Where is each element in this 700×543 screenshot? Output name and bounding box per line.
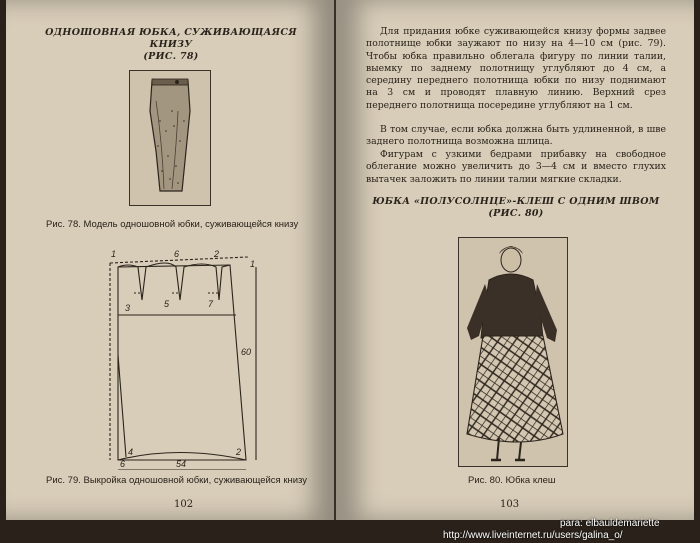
pattern-label-60: 60: [241, 347, 252, 357]
paragraph-1: [366, 26, 666, 112]
pattern-label-4: 4: [128, 447, 134, 457]
pattern-label-7: 7: [208, 299, 214, 309]
left-heading-ref: (РИС. 78): [143, 51, 199, 62]
right-heading-ref: (РИС. 80): [488, 208, 544, 219]
pattern-label-1: 1: [111, 249, 117, 259]
left-page: [6, 0, 336, 520]
paragraph-2: [366, 124, 666, 149]
pattern-label-2-bottom: 2: [236, 447, 242, 457]
left-heading-title: ОДНОШОВНАЯ ЮБКА, СУЖИВАЮЩАЯСЯ КНИЗУ: [45, 27, 297, 50]
figure-78-illustration: [129, 70, 211, 206]
figure-80-illustration: [458, 237, 568, 467]
figure-78-caption: Рис. 78. Модель одношовной юбки, суживающейся книзу: [46, 219, 299, 230]
paragraph-2-text: В том случае, если юбка должна быть удлиненной, в шве заднего полотнища возможна шлица.: [366, 124, 666, 148]
paragraph-3-text: Фигурам с узкими бедрами прибавку на свободное облегание можно увеличить до 3—4 см и вместо глухих вытачек заложить по линии талии мягкие складки.: [366, 149, 666, 185]
paragraph-3: [366, 149, 666, 186]
left-page-number: 102: [174, 499, 194, 510]
flared-skirt-drawing: [459, 238, 567, 466]
figure-79-caption: Рис. 79. Выкройка одношовной юбки, суживающейся книзу: [46, 475, 308, 486]
right-heading-title: ЮБКА «ПОЛУСОЛНЦЕ»-КЛЕШ С ОДНИМ ШВОМ: [372, 196, 660, 207]
watermark-credit: para: elbauldemariette: [560, 518, 660, 529]
pattern-label-54: 54: [176, 459, 187, 469]
right-heading: [356, 196, 676, 220]
watermark-url: http://www.liveinternet.ru/users/galina_o/: [443, 530, 623, 541]
paragraph-1-text: Для придания юбке суживающейся книзу формы задвее полотнище юбки заужают по низу на 4—10 см (рис. 79). Чтобы юбка правильно облегала фигуру по линии талии, выемку по заднему полотнищу углубляют до 4 см, а середину переднего полотнища юбки по низу поднимают на 3 см и проводят плавную линию. Верхний срез переднего полотнища посередине углубляют на 1 см.: [366, 26, 666, 111]
pattern-label-3: 3: [125, 303, 131, 313]
right-page-number: 103: [500, 499, 520, 510]
pattern-label-6: 6: [174, 249, 180, 259]
pattern-label-2: 2: [214, 249, 220, 259]
left-heading: [26, 27, 316, 63]
skirt-pattern-drawing: [98, 245, 268, 470]
pattern-label-6-bottom: 6: [120, 459, 126, 469]
pattern-label-5: 5: [164, 299, 170, 309]
figure-79-pattern: [98, 245, 268, 470]
right-page: [336, 0, 694, 520]
pattern-label-1-right: 1: [250, 259, 256, 269]
figure-80-caption: Рис. 80. Юбка клеш: [468, 475, 556, 486]
skirt-model-drawing: [130, 71, 210, 205]
